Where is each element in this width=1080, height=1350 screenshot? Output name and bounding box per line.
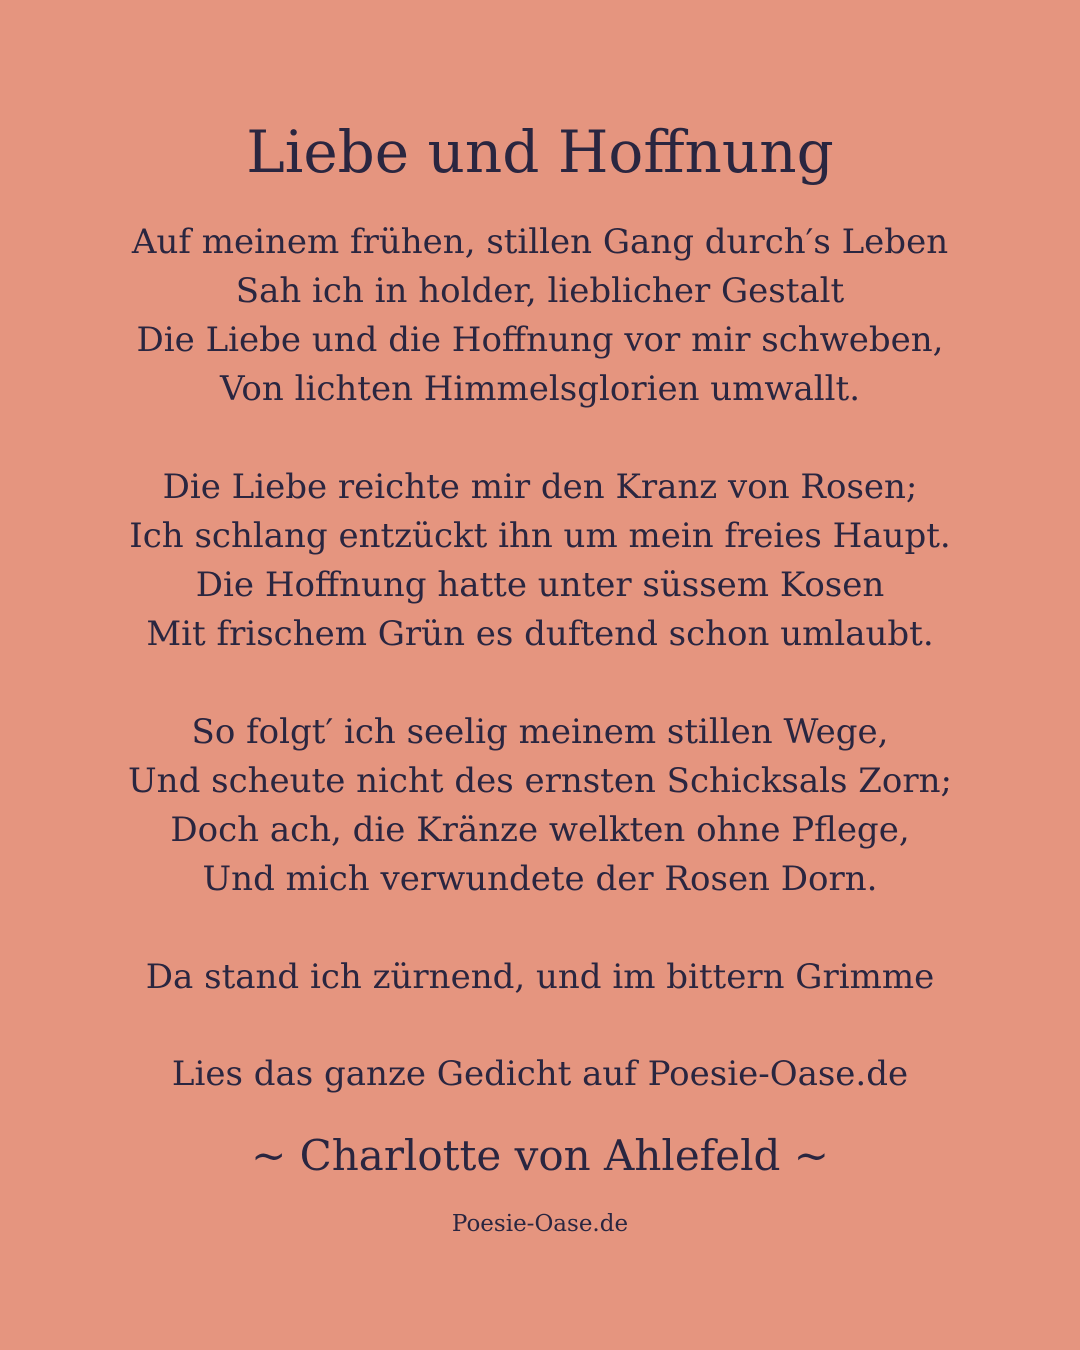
poem-line: Doch ach, die Kränze welkten ohne Pflege, <box>170 810 910 850</box>
poem-line: Ich schlang entzückt ihn um mein freies Haupt. <box>129 516 951 556</box>
stanza-1 <box>0 218 1080 414</box>
poem-line: Und scheute nicht des ernsten Schicksals Zorn; <box>128 761 952 801</box>
read-full-poem-text: Lies das ganze Gedicht auf Poesie-Oase.de <box>171 1054 909 1094</box>
poem-line: Die Hoffnung hatte unter süssem Kosen <box>195 565 885 605</box>
poem-body <box>0 218 1080 1051</box>
poem-line: Von lichten Himmelsglorien umwallt. <box>219 369 861 409</box>
poem-line: Mit frischem Grün es duftend schon umlaubt. <box>146 614 934 654</box>
poem-line: Die Liebe und die Hoffnung vor mir schweben, <box>136 320 944 360</box>
stanza-2 <box>0 463 1080 659</box>
poem-line: Da stand ich zürnend, und im bittern Grimme <box>145 957 935 997</box>
site-name: Poesie-Oase.de <box>451 1211 629 1237</box>
poem-line: Sah ich in holder, lieblicher Gestalt <box>235 271 845 311</box>
author-name: ~ Charlotte von Ahlefeld ~ <box>251 1131 829 1180</box>
stanza-4 <box>0 953 1080 1002</box>
poem-line: Auf meinem frühen, stillen Gang durch′s Leben <box>131 222 949 262</box>
poem-line: Die Liebe reichte mir den Kranz von Rosen; <box>162 467 918 507</box>
poem-title: Liebe und Hoffnung <box>246 118 834 186</box>
poem-line: Und mich verwundete der Rosen Dorn. <box>202 859 878 899</box>
poem-line: So folgt′ ich seelig meinem stillen Wege, <box>191 712 889 752</box>
stanza-3 <box>0 708 1080 904</box>
